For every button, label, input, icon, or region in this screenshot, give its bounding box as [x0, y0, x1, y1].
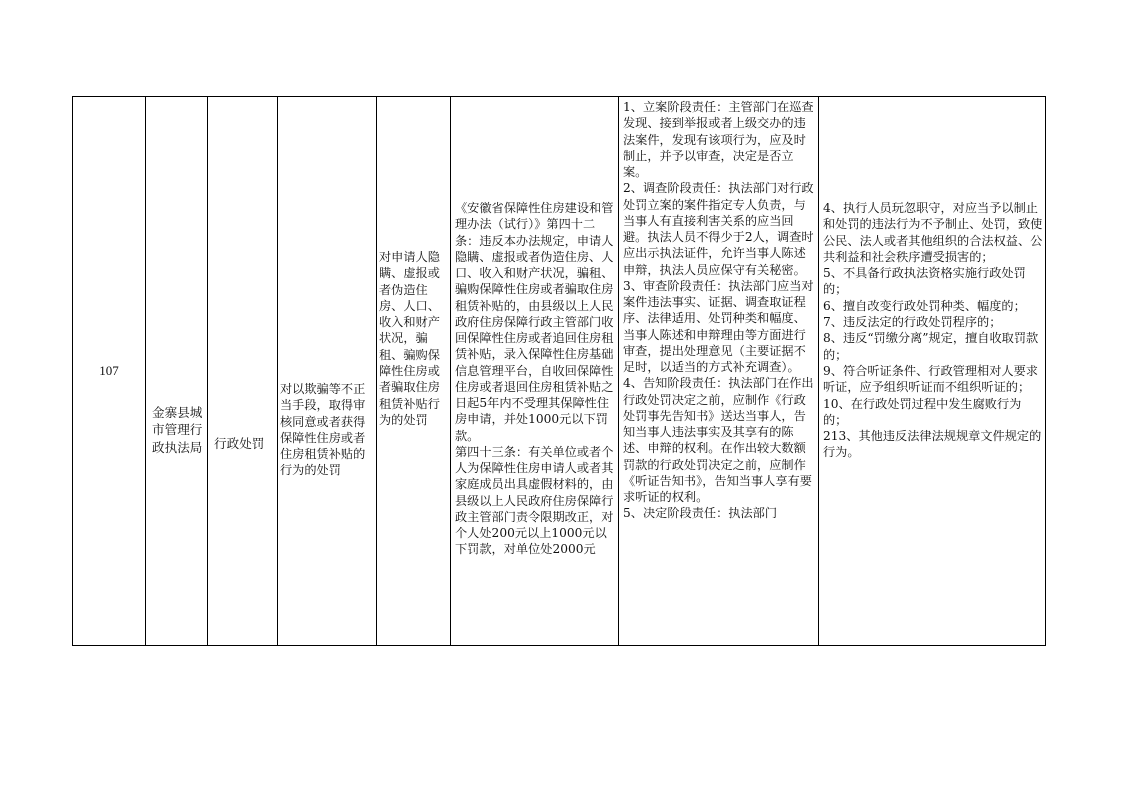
responsibility-cell: [619, 97, 819, 645]
table-row: [72, 96, 1046, 646]
type-cell: [208, 97, 278, 645]
illegal-behavior: 对申请人隐瞒、虚报或者伪造住房、人口、收入和财产状况，骗租、骗购保障性住房或者骗取住房租赁补贴行为的处罚: [379, 250, 440, 427]
unit-cell: [146, 97, 208, 645]
basis-cell: [451, 97, 619, 645]
accountability-cell: [819, 97, 1046, 645]
responsibility-items: 1、立案阶段责任：主管部门在巡查发现、接到举报或者上级交办的违法案件，发现有该项行为，应及时制止，并予以审查，决定是否立案。 2、调查阶段责任：执法部门对行政处罚立案的案件指定专人负责，与当事人有直接利害关系的应当回避。执法人员不得少于2人，调查时应出示执法证件，允许当事人陈述申辩，执法人员应保守有关秘密。 3、审查阶段责任：执法部门应当对案件违法事实、证据、调查取证程序、法律适用、处罚种类和幅度、当事人陈述和申辩理由等方面进行审查，提出处理意见（主要证据不足时，以适当的方式补充调查）。 4、告知阶段责任：执法部门在作出行政处罚决定之前，应制作《行政处罚事先告知书》送达当事人，告知当事人违法事实及其享有的陈述、申辩的权利。在作出较大数额罚款的行政处罚决定之前，应制作《听证告知书》，告知当事人享有要求听证的权利。 5、决定阶段责任：执法部门: [623, 100, 814, 521]
content-cell: [278, 97, 377, 645]
row-number: 107: [99, 362, 119, 378]
legal-basis: 《安徽省保障性住房建设和管理办法（试行）》第四十二条：违反本办法规定，申请人隐瞒、虚报或者伪造住房、人口、收入和财产状况，骗租、骗购保障性住房或者骗取住房租赁补贴的，由县级以上人民政府住房保障行政主管部门收回保障性住房或者追回住房租赁补贴，录入保障性住房基础信息管理平台，自收回保障性住房或者退回住房租赁补贴之日起5年内不受理其保障性住房申请，并处1000元以下罚款。 第四十三条：有关单位或者个人为保障性住房申请人或者其家庭成员出具虚假材料的，由县级以上人民政府住房保障行政主管部门责令限期改正，对个人处200元以上1000元以下罚款，对单位处2000元: [455, 201, 614, 557]
behavior-cell: [377, 97, 451, 645]
implementing-unit: 金寨县城市管理行政执法局: [152, 405, 203, 455]
power-type: 行政处罚: [214, 436, 265, 451]
power-content: 对以欺骗等不正当手段，取得审核同意或者获得保障性住房或者住房租赁补贴的行为的处罚: [280, 382, 366, 478]
accountability-items: 4、执行人员玩忽职守，对应当予以制止和处罚的违法行为不予制止、处罚，致使公民、法人或者其他组织的合法权益、公共利益和社会秩序遭受损害的； 5、不具备行政执法资格实施行政处罚的； 6、擅自改变行政处罚种类、幅度的； 7、违反法定的行政处罚程序的； 8、违反“罚缴分离”规定，擅自收取罚款的； 9、符合听证条件、行政管理相对人要求听证，应予组织听证而不组织听证的； 10、在行政处罚过程中发生腐败行为的； 213、其他违反法律法规规章文件规定的行为。: [823, 201, 1043, 460]
number-cell: [73, 97, 146, 645]
